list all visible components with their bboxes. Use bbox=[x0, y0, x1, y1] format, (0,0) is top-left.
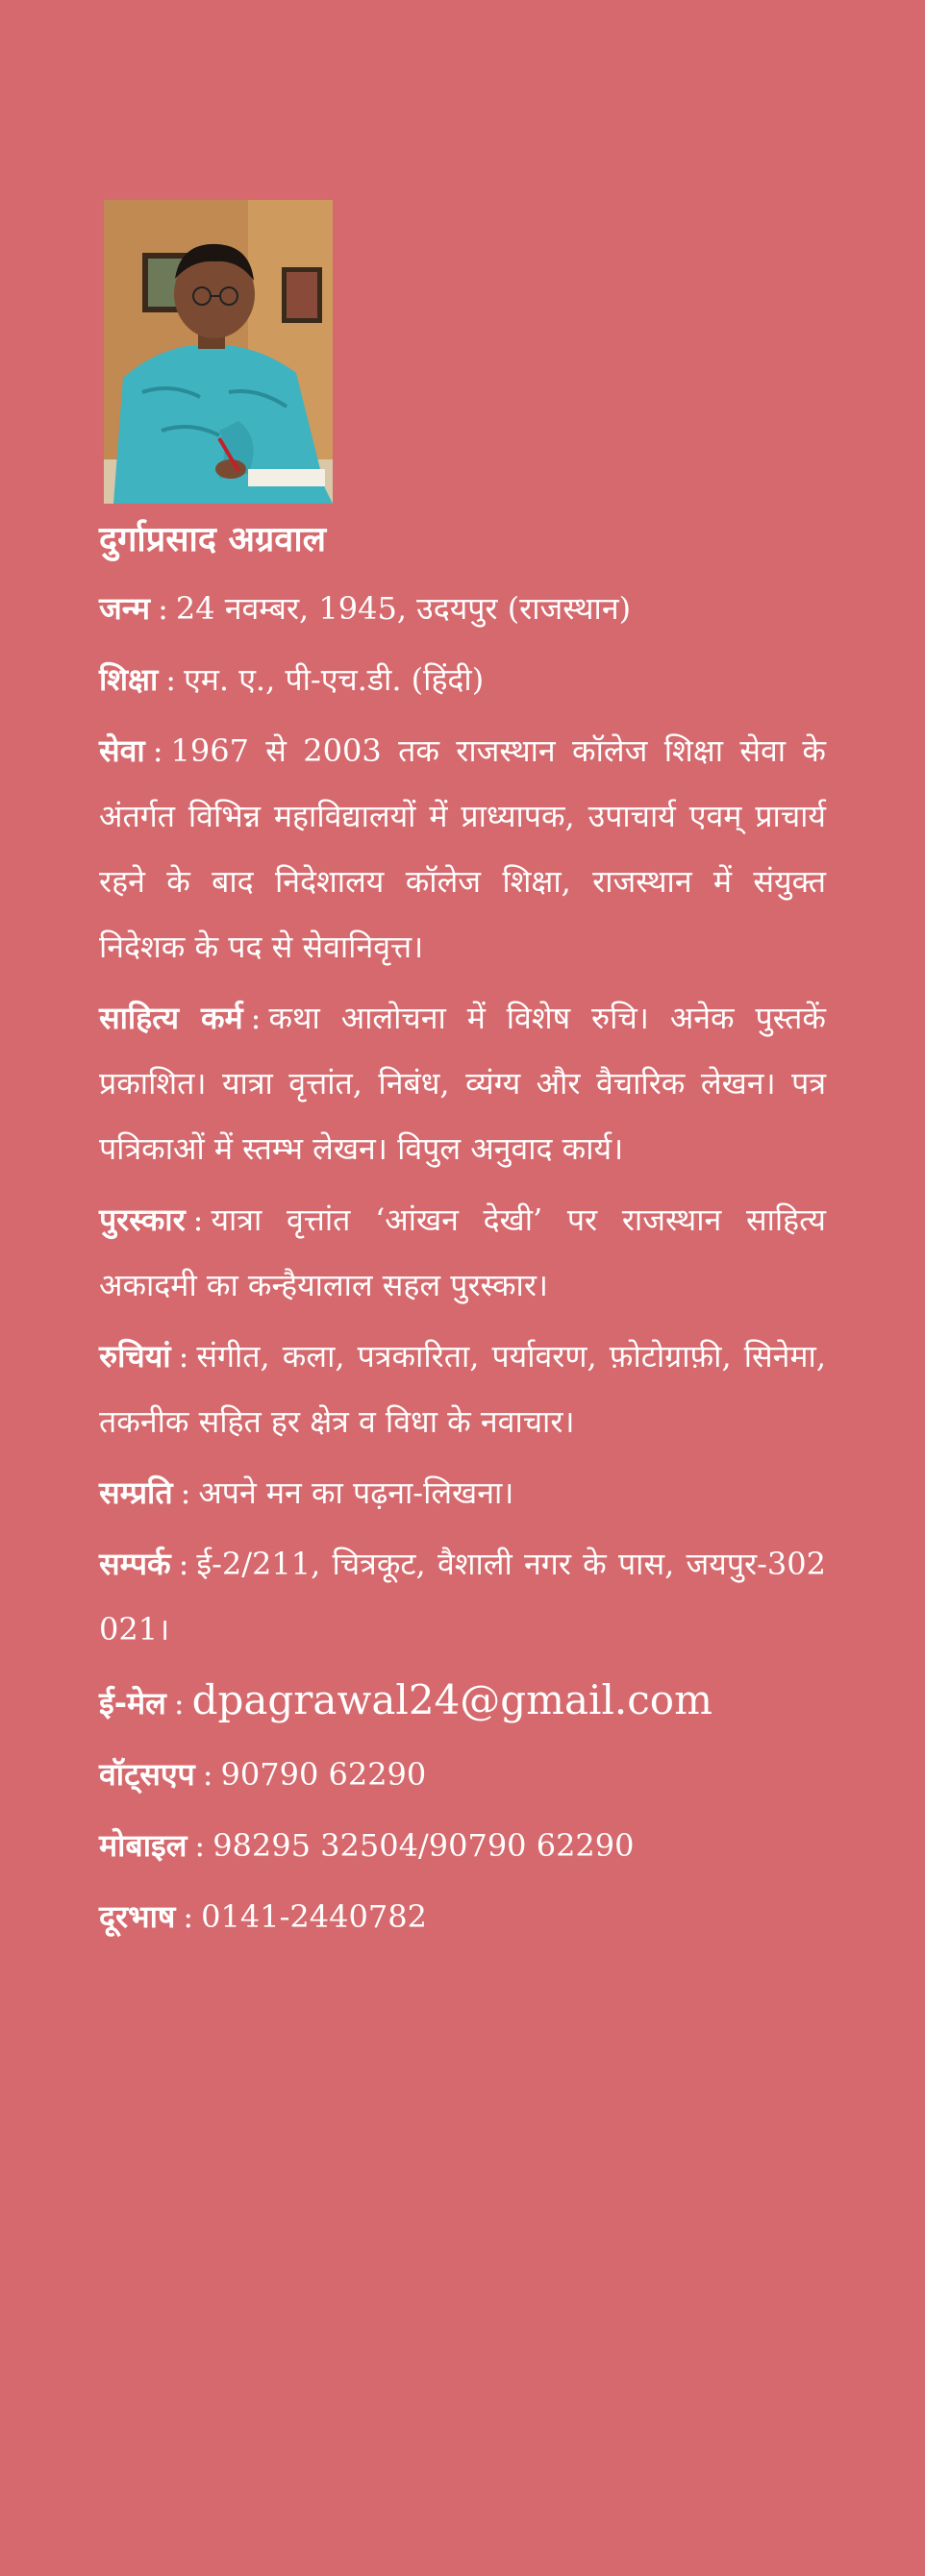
landline-label: दूरभाष bbox=[99, 1898, 176, 1935]
whatsapp-label: वॉट्सएप bbox=[99, 1756, 195, 1793]
interests-entry bbox=[99, 1324, 826, 1454]
birth-entry bbox=[99, 576, 826, 641]
entry-separator: : bbox=[180, 1474, 191, 1511]
entry-label: रुचियां bbox=[99, 1338, 171, 1375]
entry-separator: : bbox=[158, 590, 168, 627]
entry-separator: : bbox=[152, 732, 163, 769]
entry-label: शिक्षा bbox=[99, 661, 159, 698]
entry-separator: : bbox=[202, 1756, 213, 1793]
entry-label: जन्म bbox=[99, 590, 151, 627]
entry-separator: : bbox=[194, 1827, 206, 1864]
author-name: दुर्गाप्रसाद अग्रवाल bbox=[99, 520, 327, 559]
entry-separator: : bbox=[178, 1546, 189, 1582]
award-entry bbox=[99, 1187, 826, 1318]
bio-content bbox=[99, 514, 826, 1955]
whatsapp-value: 90790 62290 bbox=[220, 1756, 427, 1793]
email-label: ई-मेल bbox=[99, 1685, 166, 1721]
entry-value: कथा आलोचना में विशेष रुचि। अनेक पुस्तकें प्रकाशित। यात्रा वृत्तांत, निबंध, व्यंग्य और वैचारिक लेखन। पत्र पत्रिकाओं में स्तम्भ लेखन। विपुल अनुवाद कार्य। bbox=[99, 1000, 827, 1167]
entry-label: सम्पर्क bbox=[99, 1546, 171, 1582]
entry-separator: : bbox=[178, 1338, 189, 1375]
entry-value: एम. ए., पी-एच.डी. (हिंदी) bbox=[184, 661, 485, 698]
entry-value: संगीत, कला, पत्रकारिता, पर्यावरण, फ़ोटोग्राफ़ी, सिनेमा, तकनीक सहित हर क्षेत्र व विधा के नवाचार। bbox=[99, 1338, 826, 1440]
service-entry bbox=[99, 718, 826, 979]
author-photo bbox=[104, 200, 333, 504]
literary-work-entry bbox=[99, 985, 826, 1181]
whatsapp-entry bbox=[99, 1742, 826, 1807]
entry-value: ई-2/211, चित्रकूट, वैशाली नगर के पास, जयपुर-302 021। bbox=[99, 1546, 826, 1647]
entry-separator: : bbox=[173, 1685, 185, 1721]
entry-value: अपने मन का पढ़ना-लिखना। bbox=[198, 1474, 514, 1511]
entry-separator: : bbox=[165, 661, 177, 698]
current-entry bbox=[99, 1460, 826, 1525]
entry-label: साहित्य कर्म bbox=[99, 1000, 243, 1036]
entry-separator: : bbox=[250, 1000, 262, 1036]
mobile-label: मोबाइल bbox=[99, 1827, 188, 1864]
entry-separator: : bbox=[183, 1898, 194, 1935]
entry-label: सेवा bbox=[99, 732, 145, 769]
entry-value: 24 नवम्बर, 1945, उदयपुर (राजस्थान) bbox=[175, 590, 632, 627]
mobile-value: 98295 32504/90790 62290 bbox=[212, 1827, 635, 1864]
education-entry bbox=[99, 647, 826, 712]
entry-label: पुरस्कार bbox=[99, 1201, 186, 1238]
email-entry bbox=[99, 1668, 826, 1736]
address-entry bbox=[99, 1531, 826, 1662]
landline-entry bbox=[99, 1884, 826, 1949]
entry-value: यात्रा वृत्तांत ‘आंखन देखी’ पर राजस्थान साहित्य अकादमी का कन्हैयालाल सहल पुरस्कार। bbox=[99, 1201, 826, 1303]
entry-label: सम्प्रति bbox=[99, 1474, 173, 1511]
entry-value: 1967 से 2003 तक राजस्थान कॉलेज शिक्षा सेवा के अंतर्गत विभिन्न महाविद्यालयों में प्राध्यापक, उपाचार्य एवम् प्राचार्य रहने के बाद निदेशालय कॉलेज शिक्षा, राजस्थान में संयुक्त निदेशक के पद से सेवानिवृत्त। bbox=[99, 732, 826, 965]
landline-value: 0141-2440782 bbox=[201, 1898, 427, 1935]
entry-separator: : bbox=[192, 1201, 204, 1238]
mobile-entry bbox=[99, 1813, 826, 1878]
email-value[interactable]: dpagrawal24@gmail.com bbox=[191, 1676, 712, 1723]
